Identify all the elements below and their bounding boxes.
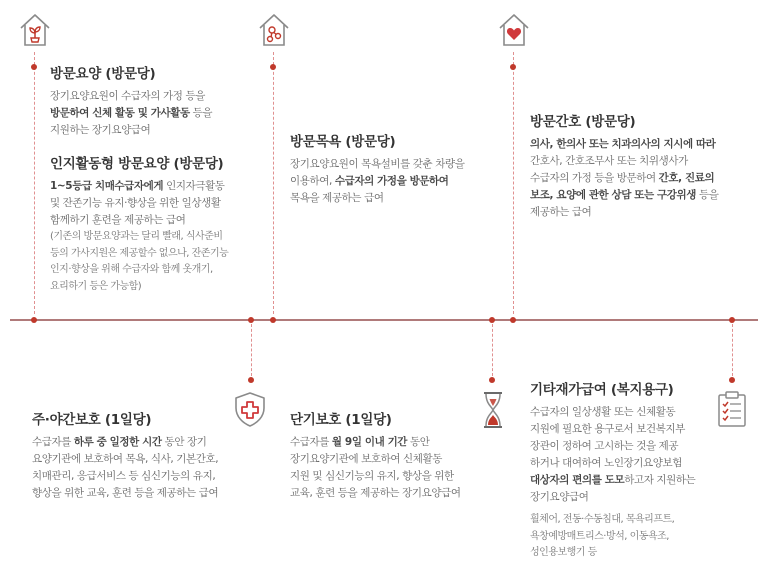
home-bathing-desc: 장기요양요원이 목욕설비를 갖춘 차량을 이용하여, 수급자의 가정을 방문하여 목욕을 제공하는 급여: [290, 158, 465, 204]
cognitive-care-card: [50, 152, 265, 295]
house-network-icon: [257, 12, 291, 48]
clipboard-checklist-icon: [715, 390, 749, 428]
home-visit-care-title: 방문요양 (방문당): [50, 66, 156, 82]
timeline-connector: [492, 324, 493, 376]
other-care-items: 휠체어, 전동·수동침대, 목욕리프트, 욕창예방매트리스·방석, 이동욕조, 성인용보행기 등: [530, 514, 675, 558]
home-nursing-card: [530, 110, 755, 221]
timeline-dot: [248, 317, 254, 323]
timeline-connector: [513, 52, 514, 314]
timeline-dot: [270, 64, 276, 70]
other-care-desc: 수급자의 일상생활 또는 신체활동 지원에 필요한 용구로서 보건복지부 장관이 정하여 고시하는 것을 제공 하거나 대여하여 노인장기요양보험 대상자의 편의를 도모하고자 지원하는 장기요양급여: [530, 406, 696, 503]
day-night-care-desc: 수급자를 하루 중 일정한 시간 동안 장기 요양기관에 보호하여 목욕, 식사, 기본간호, 치매관리, 응급서비스 등 심신기능의 유지, 향상을 위한 교육, 훈련 등을 제공하는 급여: [32, 436, 219, 499]
home-bathing-card: [290, 130, 505, 207]
timeline-dot: [31, 317, 37, 323]
cognitive-care-note: (기존의 방문요양과는 달리 빨래, 식사준비 등의 가사지원은 제공할수 없으나, 잔존기능 인지·향상을 위해 수급자와 함께 옷개기, 요리하기 등은 가능함): [50, 231, 229, 292]
home-nursing-title: 방문간호 (방문당): [530, 114, 636, 130]
timeline-dot: [489, 317, 495, 323]
timeline-dot: [270, 317, 276, 323]
short-term-care-title: 단기보호 (1일당): [290, 412, 392, 428]
other-care-title: 기타재가급여 (복지용구): [530, 382, 674, 398]
house-heart-icon: [497, 12, 531, 48]
timeline-dot: [489, 377, 495, 383]
short-term-care-desc: 수급자를 월 9일 이내 기간 동안 장기요양기관에 보호하여 신체활동 지원 및 심신기능의 유지, 향상을 위한 교육, 훈련 등을 제공하는 장기요양급여: [290, 436, 461, 499]
timeline-connector: [251, 324, 252, 376]
day-night-care-card: [32, 408, 267, 502]
short-term-care-card: [290, 408, 500, 502]
home-visit-care-card: [50, 62, 265, 139]
cognitive-care-desc: 1~5등급 치매수급자에게 인지자극활동 및 잔존기능 유지·향상을 위한 일상생활 함께하기 훈련을 제공하는 급여: [50, 180, 225, 226]
other-care-card: [530, 378, 720, 562]
timeline-dot: [729, 317, 735, 323]
home-visit-care-desc: 장기요양요원이 수급자의 가정 등을 방문하여 신체 활동 및 가사활동 등을 지원하는 장기요양급여: [50, 90, 213, 136]
timeline-axis: [10, 319, 758, 321]
timeline-dot: [510, 317, 516, 323]
timeline-dot: [31, 64, 37, 70]
home-nursing-desc: 의사, 한의사 또는 치과의사의 지시에 따라 간호사, 간호조무사 또는 치위생사가 수급자의 가정 등을 방문하여 간호, 진료의 보조, 요양에 관한 상담 또는 구강위생 등을 제공하는 급여: [530, 138, 719, 218]
timeline-dot: [510, 64, 516, 70]
house-plant-icon: [18, 12, 52, 48]
timeline-connector: [732, 324, 733, 376]
cognitive-care-title: 인지활동형 방문요양 (방문당): [50, 156, 224, 172]
timeline-dot: [248, 377, 254, 383]
day-night-care-title: 주·야간보호 (1일당): [32, 412, 152, 428]
timeline-connector: [273, 52, 274, 314]
home-bathing-title: 방문목욕 (방문당): [290, 134, 396, 150]
timeline-connector: [34, 52, 35, 314]
timeline-dot: [729, 377, 735, 383]
